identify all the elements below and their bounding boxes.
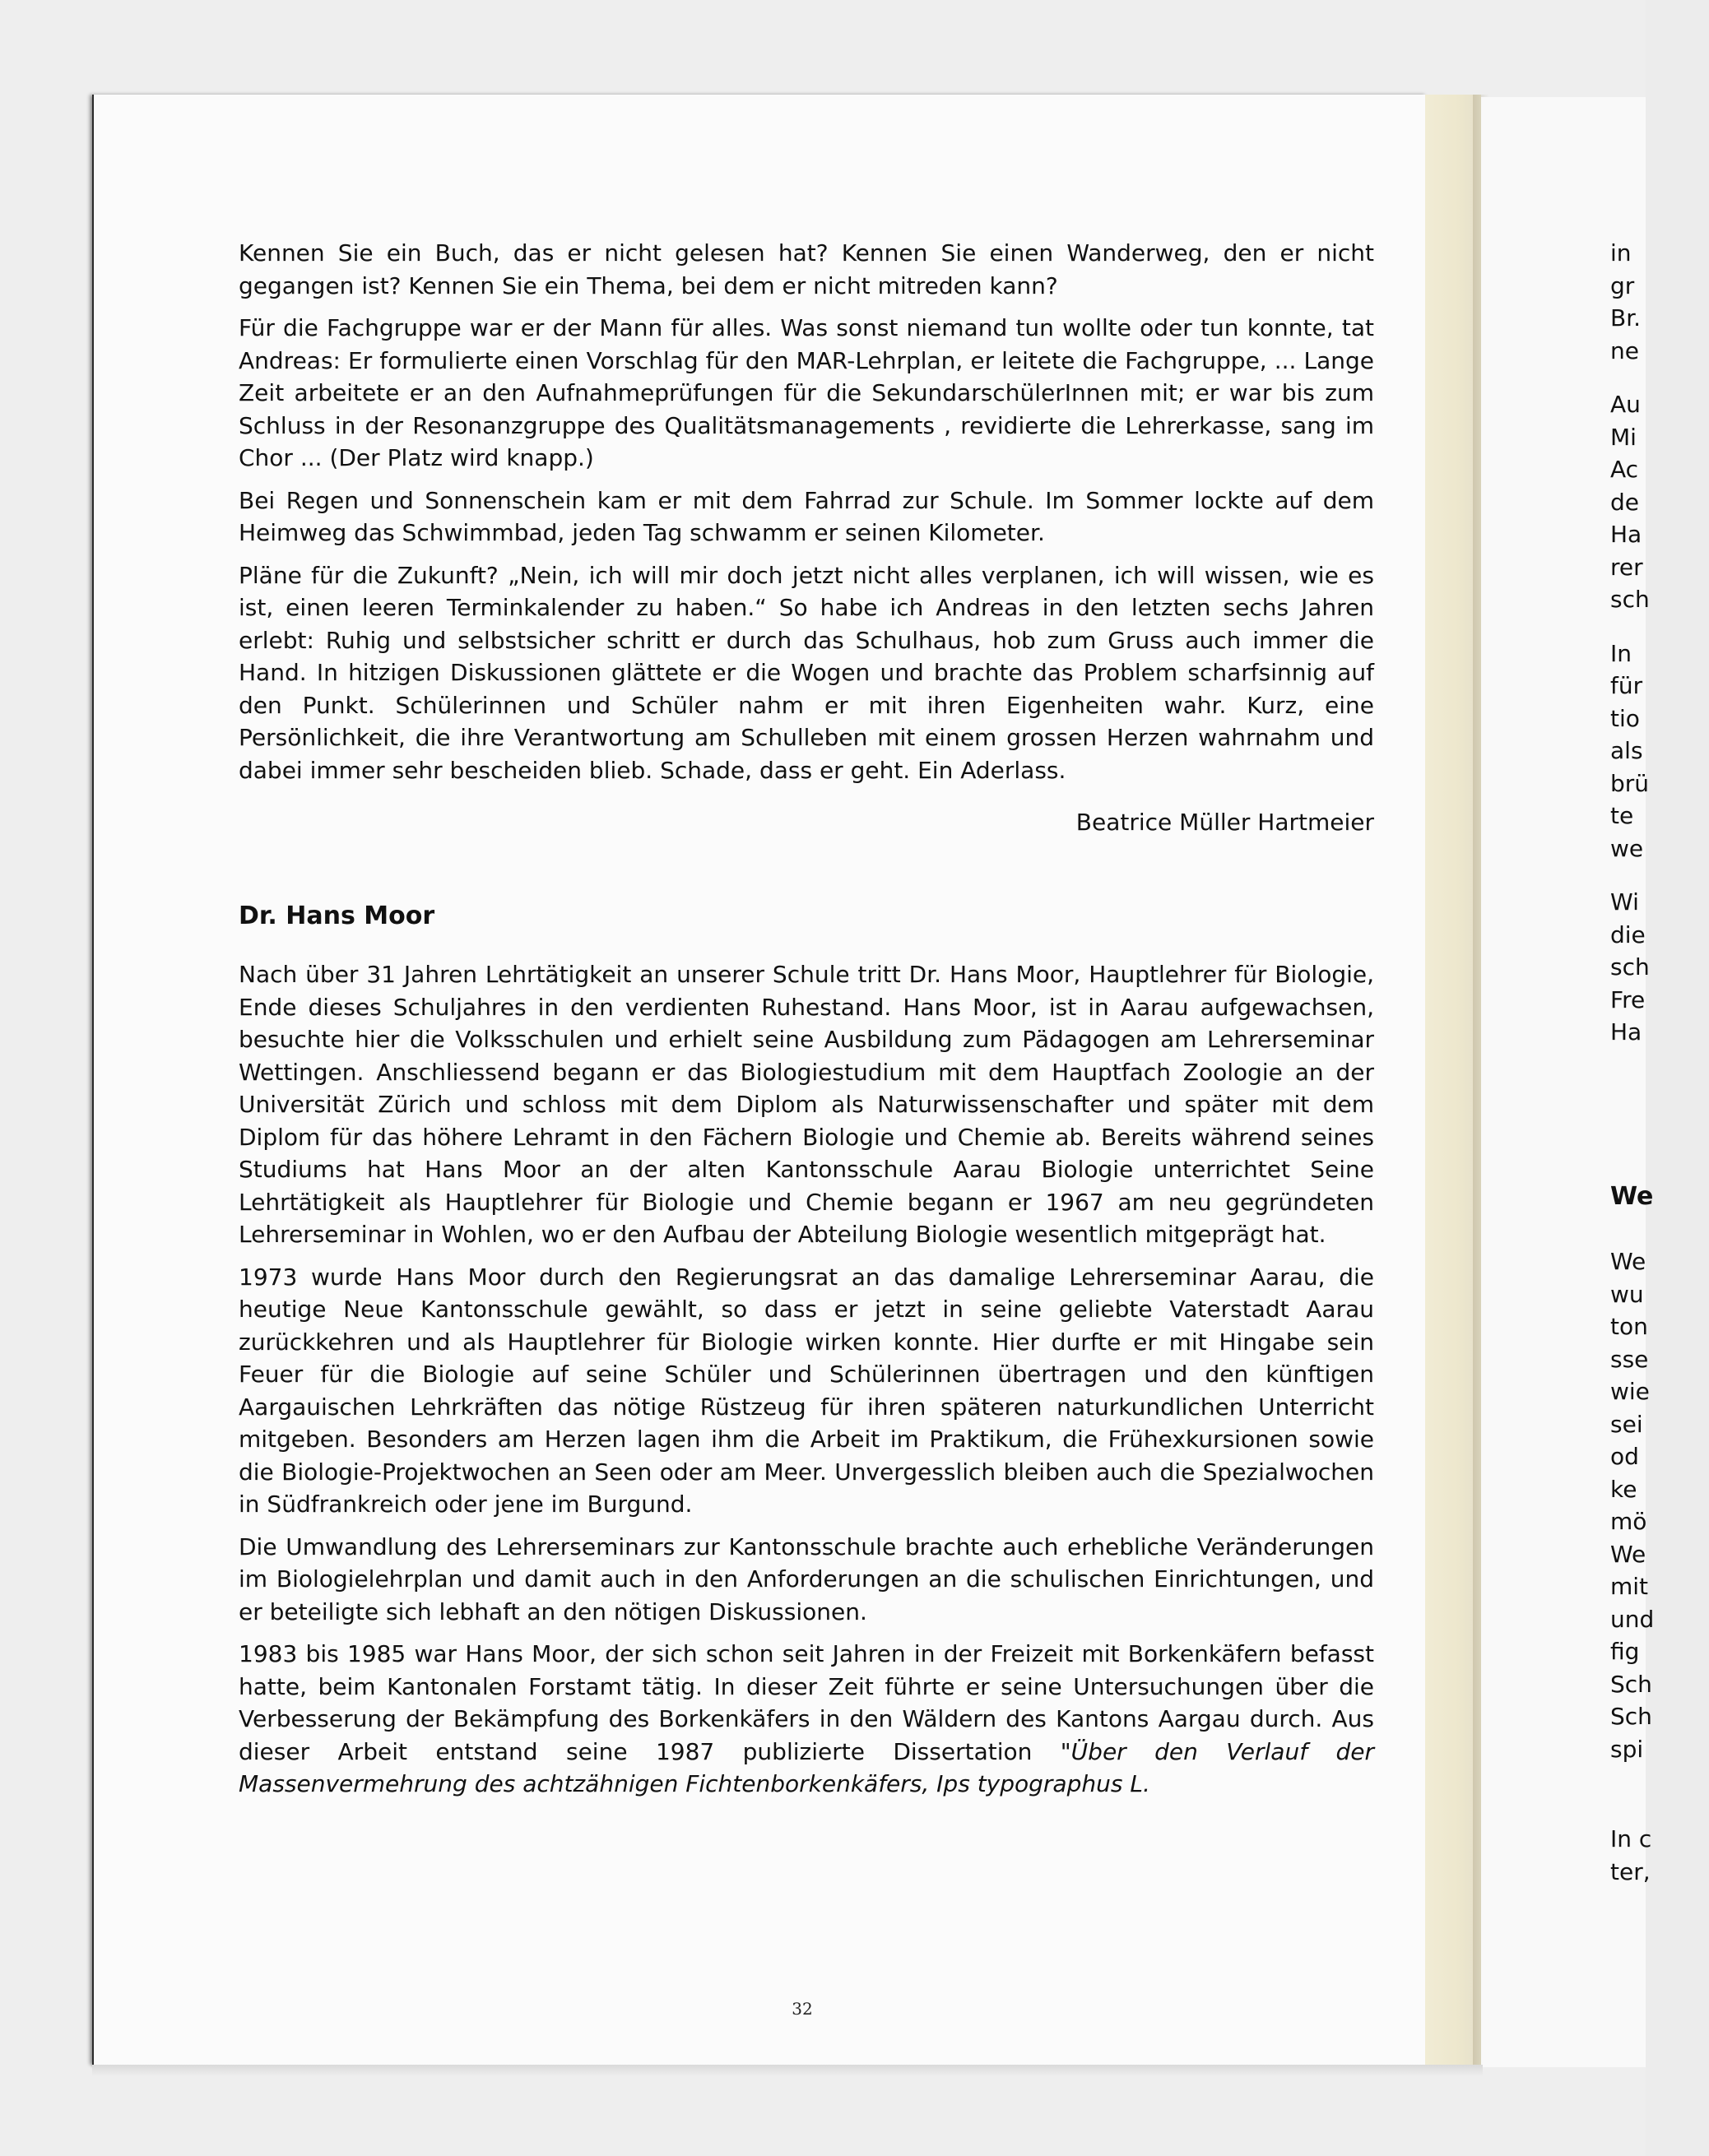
- rp-line: Sch: [1610, 1670, 1652, 1698]
- rp-line: od: [1610, 1443, 1639, 1470]
- rp-line: spi: [1610, 1735, 1644, 1763]
- rp-gap: [1610, 1212, 1709, 1245]
- rp-line: ton: [1610, 1313, 1648, 1340]
- rp-line: Sch: [1610, 1703, 1652, 1730]
- rp-line: In: [1610, 639, 1632, 667]
- rp-line: sch: [1610, 586, 1650, 613]
- rp-line: Ac: [1610, 456, 1639, 483]
- moor-paragraph-2: 1973 wurde Hans Moor durch den Regierungsrat an das damalige Lehrerseminar Aarau, die heutige Neue Kantonsschule gewählt, so dass er jetzt in seine geliebte Vaterstadt Aarau zurückkehren und als Hauptlehrer für Biologie wirken konnte. Hier durfte er mit Hingabe sein Feuer für die Biologie auf seine Schüler und Schülerinnen übertragen und den künftigen Aargauischen Lehrkräften das nötige Rüstzeug für ihren späteren naturkundlichen Unterricht mitgeben. Besonders am Herzen lagen ihm die Arbeit im Praktikum, die Frühexkursionen sowie die Biologie-Projektwochen an Seen oder am Meer. Unvergesslich bleiben auch die Spezialwochen in Südfrankreich oder jene im Burgund.: [239, 1263, 1374, 1518]
- moor-paragraph-3: Die Umwandlung des Lehrerseminars zur Kantonsschule brachte auch erhebliche Veränderungen im Biologielehrplan und damit auch in den Anforderungen an die schulischen Einrichtungen, und er beteiligte sich lebhaft an den nötigen Diskussionen.: [239, 1532, 1374, 1625]
- rp-line: We: [1610, 1248, 1646, 1275]
- rp-gap: [1610, 367, 1709, 388]
- dissertation-title: "Über den Verlauf der Massenvermehrung des achtzähnigen Fichtenborkenkäfers, Ips typographus L.: [239, 1737, 1374, 1797]
- rp-line: rer: [1610, 553, 1643, 581]
- rp-line: ne: [1610, 336, 1639, 364]
- rp-title: We: [1610, 1181, 1654, 1211]
- rp-line: Fre: [1610, 985, 1646, 1013]
- page-edge: [92, 2065, 1483, 2076]
- rp-gap: [1610, 1765, 1709, 1823]
- rp-line: Br.: [1610, 304, 1642, 332]
- rp-line: Mi: [1610, 423, 1637, 451]
- moor-paragraph-4-text: 1983 bis 1985 war Hans Moor, der sich schon seit Jahren in der Freizeit mit Borkenkäfern befasst hatte, beim Kantonalen Forstamt tätig. In dieser Zeit führte er seine Untersuchungen über die Verbesserung der Bekämpfung des Borkenkäfers in den Wäldern des Kantons Aargau durch. Aus dieser Arbeit entstand seine 1987 publizierte Dissertation: [239, 1640, 1374, 1765]
- rp-line: wie: [1610, 1378, 1650, 1405]
- intro-paragraph-3: Bei Regen und Sonnenschein kam er mit dem Fahrrad zur Schule. Im Sommer lockte auf dem Heimweg das Schwimmbad, jeden Tag schwamm er seinen Kilometer.: [239, 486, 1374, 546]
- left-page-text: [239, 237, 1374, 1811]
- right-page-fragments: [1610, 237, 1709, 1888]
- author-signature: Beatrice Müller Hartmeier: [1075, 809, 1374, 836]
- rp-line: We: [1610, 1540, 1646, 1568]
- rp-line: sse: [1610, 1345, 1649, 1373]
- rp-line: brü: [1610, 769, 1650, 797]
- rp-gap: [1610, 616, 1709, 638]
- moor-paragraph-1: Nach über 31 Jahren Lehrtätigkeit an unserer Schule tritt Dr. Hans Moor, Hauptlehrer für Biologie, Ende dieses Schuljahres in den verdienten Ruhestand. Hans Moor, ist in Aarau aufgewachsen, besuchte hier die Volksschulen und erhielt seine Ausbildung zum Pädagogen am Lehrerseminar Wettingen. Anschliessend begann er das Biologiestudium mit dem Hauptfach Zoologie an der Universität Zürich und schloss mit dem Diplom als Naturwissenschafter und später mit dem Diplom für das höhere Lehramt in den Fächern Biologie und Chemie ab. Bereits während seines Studiums hat Hans Moor an der alten Kantonsschule Aarau Biologie unterrichtet Seine Lehrtätigkeit als Hauptlehrer für Biologie und Chemie begann er 1967 am neu gegründeten Lehrerseminar in Wohlen, wo er den Aufbau der Abteilung Biologie wesentlich mitgeprägt hat.: [239, 961, 1374, 1248]
- rp-line: gr: [1610, 271, 1635, 299]
- rp-line: ter,: [1610, 1857, 1651, 1885]
- rp-line: in: [1610, 239, 1632, 267]
- rp-line: In c: [1610, 1825, 1652, 1852]
- rp-gap: [1610, 1049, 1709, 1180]
- rp-line: und: [1610, 1605, 1655, 1633]
- intro-paragraph-2: Für die Fachgruppe war er der Mann für alles. Was sonst niemand tun wollte oder tun konnte, tat Andreas: Er formulierte einen Vorschlag für den MAR-Lehrplan, er leitete die Fachgruppe, ... Lange Zeit arbeitete er an den Aufnahmeprüfungen für die SekundarschülerInnen mit; er war bis zum Schluss in der Resonanzgruppe des Qualitätsmanagements , revidierte die Lehrerkasse, sang im Chor ... (Der Platz wird knapp.): [239, 314, 1374, 471]
- rp-line: sei: [1610, 1410, 1643, 1438]
- rp-line: mö: [1610, 1508, 1647, 1535]
- rp-line: fig: [1610, 1638, 1640, 1665]
- rp-line: we: [1610, 834, 1644, 862]
- rp-line: sch: [1610, 953, 1650, 981]
- rp-line: de: [1610, 488, 1639, 516]
- rp-line: mit: [1610, 1573, 1649, 1600]
- rp-line: Wi: [1610, 888, 1639, 916]
- moor-paragraph-4: [239, 1638, 1374, 1801]
- rp-line: Au: [1610, 391, 1641, 418]
- rp-gap: [1610, 865, 1709, 886]
- rp-line: für: [1610, 672, 1643, 699]
- section-title: Dr. Hans Moor: [239, 901, 435, 930]
- rp-line: tio: [1610, 704, 1640, 732]
- rp-line: wu: [1610, 1280, 1644, 1308]
- intro-paragraph-1: Kennen Sie ein Buch, das er nicht gelesen hat? Kennen Sie einen Wanderweg, den er nicht gegangen ist? Kennen Sie ein Thema, bei dem er nicht mitreden kann?: [239, 239, 1374, 299]
- rp-line: die: [1610, 920, 1646, 948]
- rp-line: als: [1610, 737, 1643, 764]
- rp-line: Ha: [1610, 521, 1642, 548]
- rp-line: te: [1610, 802, 1634, 829]
- intro-paragraph-4: Pläne für die Zukunft? „Nein, ich will mir doch jetzt nicht alles verplanen, ich will wissen, wie es ist, einen leeren Terminkalender zu haben.“ So habe ich Andreas in den letzten sechs Jahren erlebt: Ruhig und selbstsicher schritt er durch das Schulhaus, hob zum Gruss auch immer die Hand. In hitzigen Diskussionen glättete er die Wogen und brachte das Problem scharfsinnig auf den Punkt. Schülerinnen und Schüler nahm er mit ihren Eigenheiten wahr. Kurz, eine Persönlichkeit, die ihre Verantwortung am Schulleben mit einem grossen Herzen wahrnahm und dabei immer sehr bescheiden blieb. Schade, dass er geht. Ein Aderlass.: [239, 561, 1374, 784]
- rp-line: ke: [1610, 1475, 1637, 1503]
- page-number: 32: [792, 1999, 813, 2019]
- rp-line: Ha: [1610, 1018, 1642, 1046]
